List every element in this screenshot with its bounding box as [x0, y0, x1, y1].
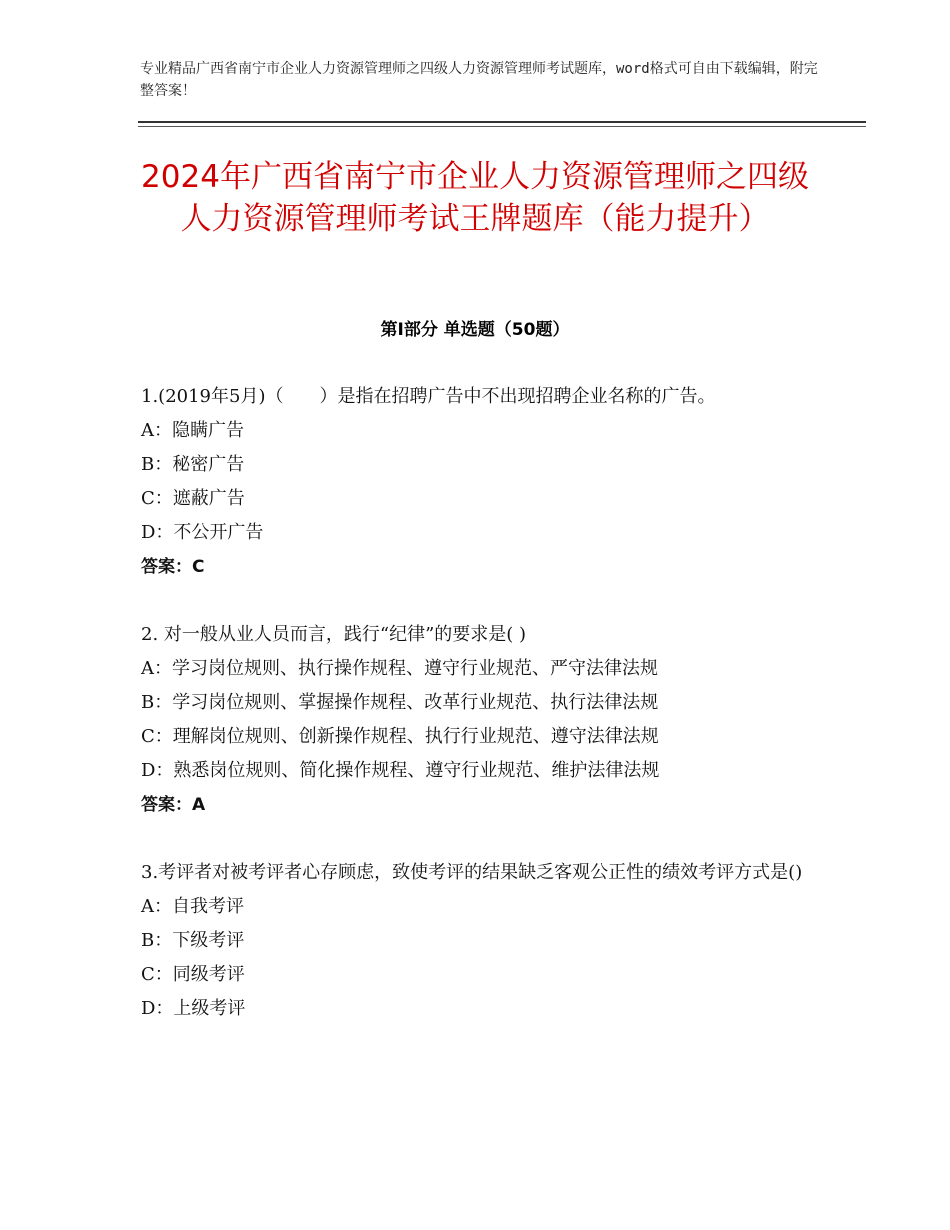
question-2: [141, 618, 821, 822]
option-c: C：同级考评: [141, 964, 245, 985]
option-b: B：下级考评: [141, 930, 245, 951]
option-b: B：秘密广告: [141, 454, 245, 475]
question-stem: 1.(2019年5月)（ ）是指在招聘广告中不出现招聘企业名称的广告。: [141, 386, 716, 407]
option-a: A：学习岗位规则、执行操作规程、遵守行业规范、严守法律法规: [141, 658, 658, 679]
option-d: D：上级考评: [141, 998, 246, 1019]
section-heading: 第Ⅰ部分 单选题（50题）: [380, 320, 570, 340]
question-stem: 2. 对一般从业人员而言，践行“纪律”的要求是( ): [141, 624, 527, 645]
option-d: D：熟悉岗位规则、简化操作规程、遵守行业规范、维护法律法规: [141, 760, 660, 781]
header-divider-thick: [138, 121, 866, 123]
option-b: B：学习岗位规则、掌握操作规程、改革行业规范、执行法律法规: [141, 692, 659, 713]
page-header-note: 专业精品广西省南宁市企业人力资源管理师之四级人力资源管理师考试题库，word格式可自由下载编辑，附完整答案！: [140, 61, 818, 99]
option-c: C：遮蔽广告: [141, 488, 245, 509]
question-1: [141, 380, 821, 584]
option-d: D：不公开广告: [141, 522, 264, 543]
document-title: 2024年广西省南宁市企业人力资源管理师之四级人力资源管理师考试王牌题库（能力提升）: [141, 159, 809, 237]
question-list: [141, 380, 821, 1026]
question-stem: 3.考评者对被考评者心存顾虑，致使考评的结果缺乏客观公正性的绩效考评方式是(): [141, 862, 803, 883]
option-c: C：理解岗位规则、创新操作规程、执行行业规范、遵守法律法规: [141, 726, 659, 747]
option-a: A：自我考评: [141, 896, 244, 917]
answer-label: 答案：A: [141, 795, 206, 815]
question-3: [141, 856, 821, 1026]
answer-label: 答案：C: [141, 557, 205, 577]
header-divider-thin: [138, 126, 866, 127]
option-a: A：隐瞒广告: [141, 420, 244, 441]
